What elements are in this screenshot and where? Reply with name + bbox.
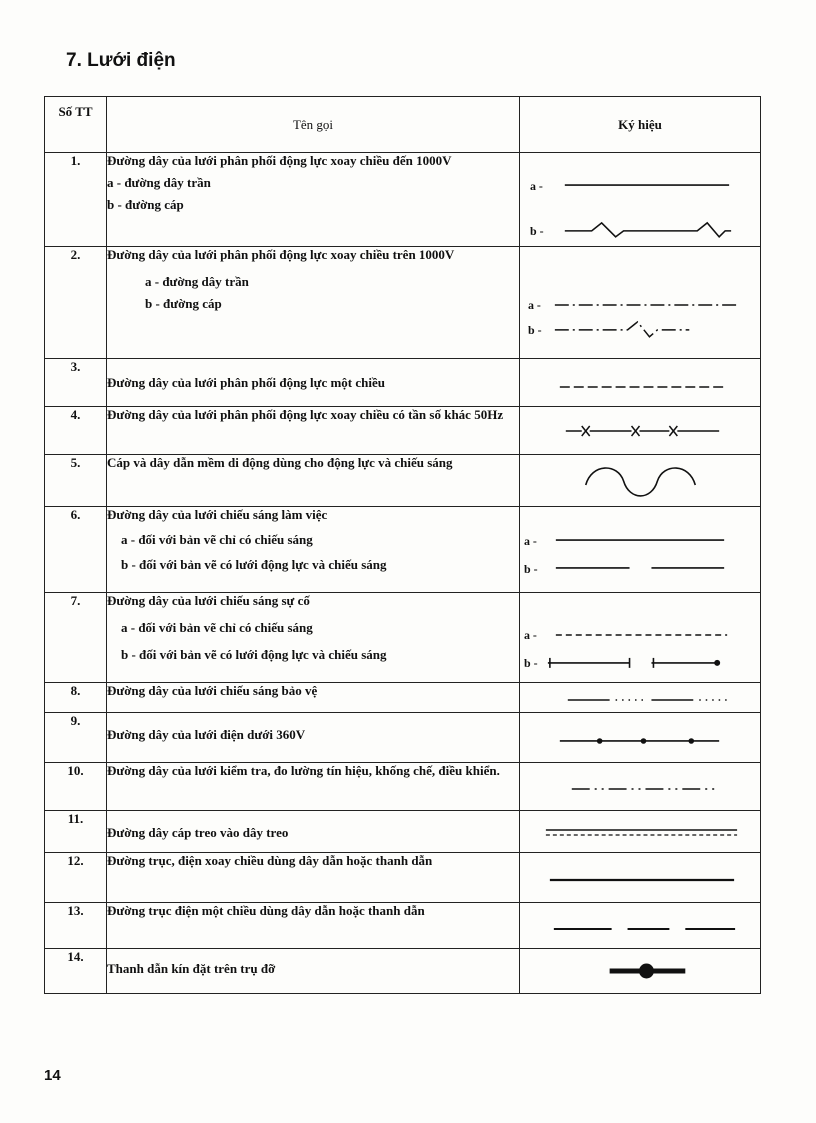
symbol-drawing bbox=[520, 407, 760, 453]
row-symbol bbox=[520, 593, 761, 683]
row-description bbox=[107, 949, 520, 994]
symbol-drawing bbox=[520, 763, 760, 809]
row-title: Đường dây của lưới phân phối động lực xoay chiều có tần số khác 50Hz bbox=[107, 407, 504, 422]
table-row bbox=[45, 763, 761, 811]
row-title: Đường dây cáp treo vào dây treo bbox=[107, 825, 289, 840]
row-sub-a: a - đường dây trần bbox=[107, 175, 211, 190]
row-symbol bbox=[520, 853, 761, 903]
table-row bbox=[45, 903, 761, 949]
symbol-drawing bbox=[520, 247, 760, 357]
row-number: 3. bbox=[45, 359, 107, 407]
row-sub-b: b - đối với bản vẽ có lưới động lực và chiếu sáng bbox=[121, 557, 387, 572]
row-symbol bbox=[520, 507, 761, 593]
header-name: Tên gọi bbox=[107, 97, 520, 153]
row-title: Đường trục, điện xoay chiều dùng dây dẫn hoặc thanh dẫn bbox=[107, 853, 433, 868]
row-description bbox=[107, 811, 520, 853]
table-row bbox=[45, 407, 761, 455]
symbol-line-b bbox=[565, 223, 731, 237]
row-description bbox=[107, 153, 520, 247]
symbol-drawing bbox=[520, 949, 760, 992]
row-sub-b: b - đối với bản vẽ có lưới động lực và chiếu sáng bbox=[121, 647, 387, 662]
row-description bbox=[107, 593, 520, 683]
symbol-drawing bbox=[520, 811, 760, 851]
symbol-drawing bbox=[520, 359, 760, 405]
symbol-table bbox=[44, 96, 761, 994]
section-title: 7. Lưới điện bbox=[66, 50, 176, 71]
row-number: 11. bbox=[45, 811, 107, 853]
table-row bbox=[45, 853, 761, 903]
table-row bbox=[45, 507, 761, 593]
row-number: 8. bbox=[45, 683, 107, 713]
row-number: 12. bbox=[45, 853, 107, 903]
row-sub-a: a - đường dây trần bbox=[145, 274, 249, 289]
table-row bbox=[45, 713, 761, 763]
row-symbol bbox=[520, 949, 761, 994]
row-symbol bbox=[520, 359, 761, 407]
table-row bbox=[45, 593, 761, 683]
row-number: 9. bbox=[45, 713, 107, 763]
row-title: Đường dây của lưới phân phối động lực một chiều bbox=[107, 375, 385, 390]
row-description bbox=[107, 455, 520, 507]
table-row bbox=[45, 247, 761, 359]
symbol-node bbox=[688, 738, 694, 744]
header-symbol: Ký hiệu bbox=[520, 97, 761, 153]
table-row bbox=[45, 359, 761, 407]
row-title: Đường dây của lưới chiếu sáng sự cố bbox=[107, 593, 310, 608]
symbol-node bbox=[639, 964, 654, 979]
table-header-row bbox=[45, 97, 761, 153]
row-symbol bbox=[520, 407, 761, 455]
row-number: 1. bbox=[45, 153, 107, 247]
row-title: Đường dây của lưới phân phối động lực xoay chiều trên 1000V bbox=[107, 247, 455, 262]
symbol-label-b: b - bbox=[529, 223, 544, 238]
row-description bbox=[107, 713, 520, 763]
symbol-drawing bbox=[520, 593, 760, 681]
row-number: 2. bbox=[45, 247, 107, 359]
row-description bbox=[107, 763, 520, 811]
row-sub-b: b - đường cáp bbox=[145, 296, 222, 311]
row-sub-b: b - đường cáp bbox=[107, 197, 184, 212]
symbol-drawing bbox=[520, 903, 760, 947]
symbol-node bbox=[714, 660, 720, 666]
row-description bbox=[107, 359, 520, 407]
header-no: Số TT bbox=[45, 97, 107, 153]
row-title: Thanh dẫn kín đặt trên trụ đỡ bbox=[107, 961, 276, 976]
symbol-line-b bbox=[555, 322, 689, 337]
row-number: 7. bbox=[45, 593, 107, 683]
row-title: Đường dây của lưới chiếu sáng làm việc bbox=[107, 507, 328, 522]
table-row bbox=[45, 811, 761, 853]
symbol-drawing bbox=[520, 713, 760, 761]
symbol-label-a: a - bbox=[523, 534, 537, 549]
symbol-drawing bbox=[520, 683, 760, 711]
symbol-line-b bbox=[548, 658, 719, 668]
row-number: 6. bbox=[45, 507, 107, 593]
table-row bbox=[45, 683, 761, 713]
row-sub-a: a - đối với bản vẽ chỉ có chiếu sáng bbox=[121, 532, 313, 547]
row-description bbox=[107, 903, 520, 949]
wave-line-symbol bbox=[586, 468, 696, 496]
page-number: 14 bbox=[44, 1067, 61, 1084]
row-description bbox=[107, 507, 520, 593]
table-row bbox=[45, 949, 761, 994]
row-number: 14. bbox=[45, 949, 107, 994]
row-title: Đường dây của lưới điện dưới 360V bbox=[107, 727, 306, 742]
row-symbol bbox=[520, 455, 761, 507]
symbol-drawing bbox=[520, 153, 760, 245]
row-description bbox=[107, 247, 520, 359]
row-symbol bbox=[520, 247, 761, 359]
symbol-node bbox=[641, 738, 647, 744]
row-description bbox=[107, 683, 520, 713]
symbol-label-a: a - bbox=[527, 297, 541, 312]
row-number: 5. bbox=[45, 455, 107, 507]
row-number: 10. bbox=[45, 763, 107, 811]
row-title: Đường trục điện một chiều dùng dây dẫn hoặc thanh dẫn bbox=[107, 903, 425, 918]
symbol-node bbox=[597, 738, 603, 744]
row-number: 13. bbox=[45, 903, 107, 949]
row-title: Đường dây của lưới phân phối động lực xoay chiều đến 1000V bbox=[107, 153, 452, 168]
row-description bbox=[107, 407, 520, 455]
row-symbol bbox=[520, 763, 761, 811]
row-title: Đường dây của lưới kiểm tra, đo lường tín hiệu, khống chế, điều khiển. bbox=[107, 763, 500, 778]
row-sub-a: a - đối với bản vẽ chỉ có chiếu sáng bbox=[121, 620, 313, 635]
row-symbol bbox=[520, 903, 761, 949]
symbol-drawing bbox=[520, 507, 760, 591]
row-title: Cáp và dây dẫn mềm di động dùng cho động lực và chiếu sáng bbox=[107, 455, 453, 470]
row-symbol bbox=[520, 683, 761, 713]
symbol-label-b: b - bbox=[523, 655, 538, 670]
symbol-label-a: a - bbox=[529, 179, 543, 194]
table-row bbox=[45, 455, 761, 507]
symbol-label-b: b - bbox=[523, 561, 538, 576]
symbol-line bbox=[566, 426, 719, 436]
symbol-label-b: b - bbox=[527, 322, 542, 337]
row-description bbox=[107, 853, 520, 903]
row-number: 4. bbox=[45, 407, 107, 455]
symbol-drawing bbox=[520, 455, 760, 505]
row-title: Đường dây của lưới chiếu sáng bảo vệ bbox=[107, 683, 318, 698]
symbol-drawing bbox=[520, 853, 760, 901]
row-symbol bbox=[520, 811, 761, 853]
symbol-label-a: a - bbox=[523, 627, 537, 642]
table-row bbox=[45, 153, 761, 247]
row-symbol bbox=[520, 713, 761, 763]
row-symbol bbox=[520, 153, 761, 247]
